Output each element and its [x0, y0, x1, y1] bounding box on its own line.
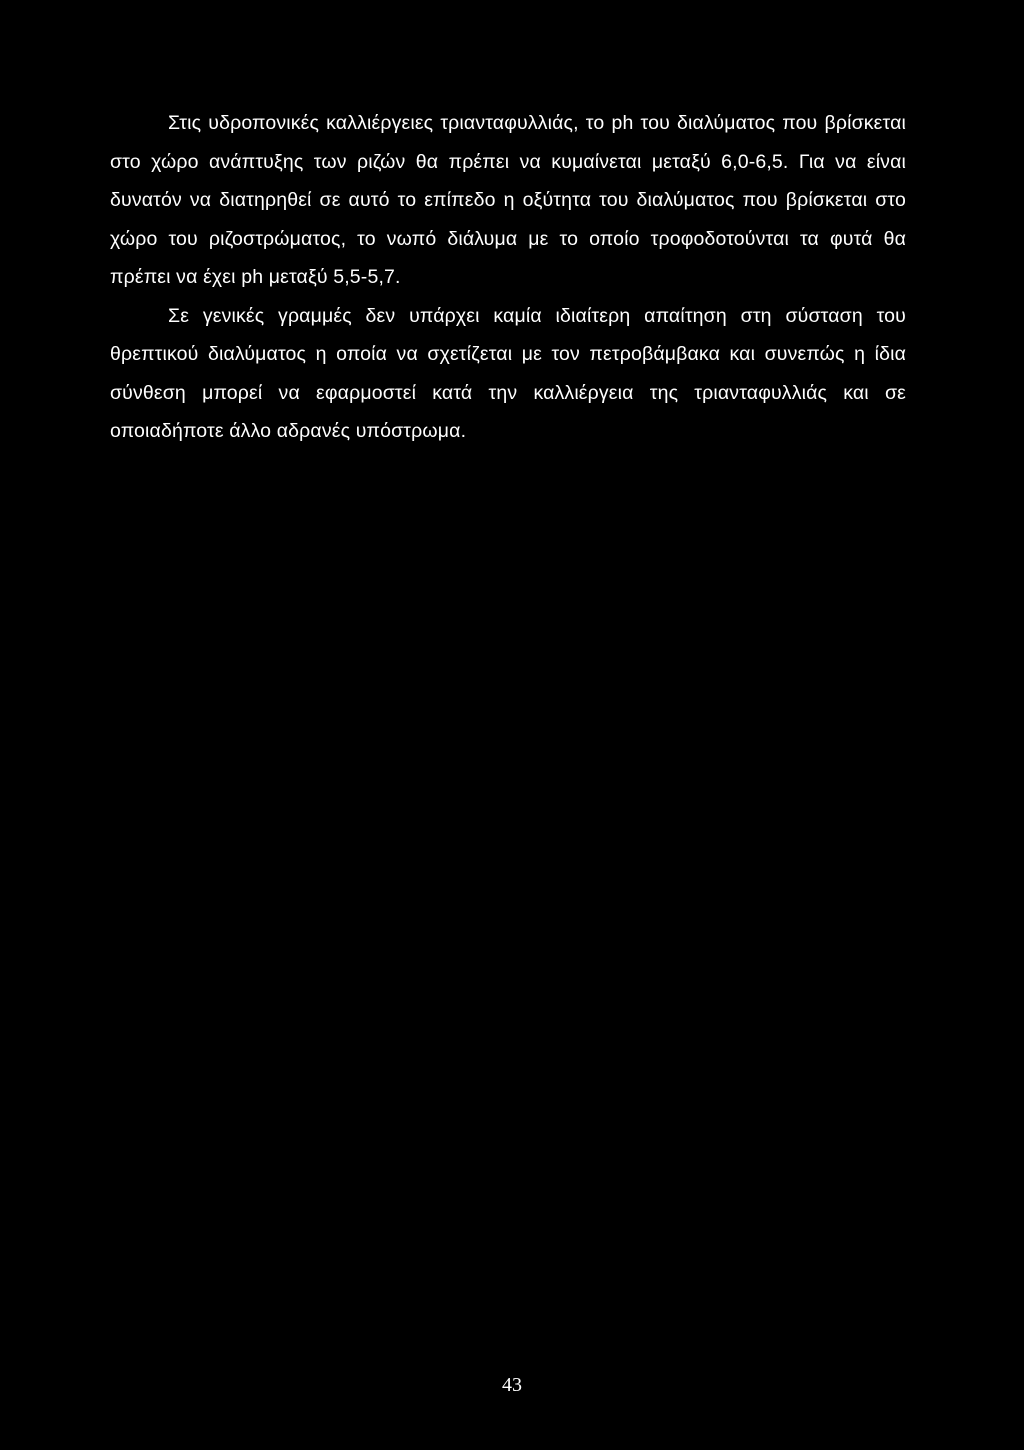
body-text	[110, 104, 906, 451]
paragraph-ph-requirements: Στις υδροπονικές καλλιέργειες τριανταφυλλιάς, το ph του διαλύματος που βρίσκεται στο χώρο ανάπτυξης των ριζών θα πρέπει να κυμαίνεται μεταξύ 6,0-6,5. Για να είναι δυνατόν να διατηρηθεί σε αυτό το επίπεδο η οξύτητα του διαλύματος που βρίσκεται στο χώρο του ριζοστρώματος, το νωπό διάλυμα με το οποίο τροφοδοτούνται τα φυτά θα πρέπει να έχει ph μεταξύ 5,5-5,7.	[110, 112, 906, 288]
paragraph-nutrient-solution: Σε γενικές γραμμές δεν υπάρχει καμία ιδιαίτερη απαίτηση στη σύσταση του θρεπτικού διαλύματος η οποία να σχετίζεται με τον πετροβάμβακα και συνεπώς η ίδια σύνθεση μπορεί να εφαρμοστεί κατά την καλλιέργεια της τριανταφυλλιάς και σε οποιαδήποτε άλλο αδρανές υπόστρωμα.	[110, 304, 906, 442]
page-number: 43	[502, 1374, 522, 1396]
